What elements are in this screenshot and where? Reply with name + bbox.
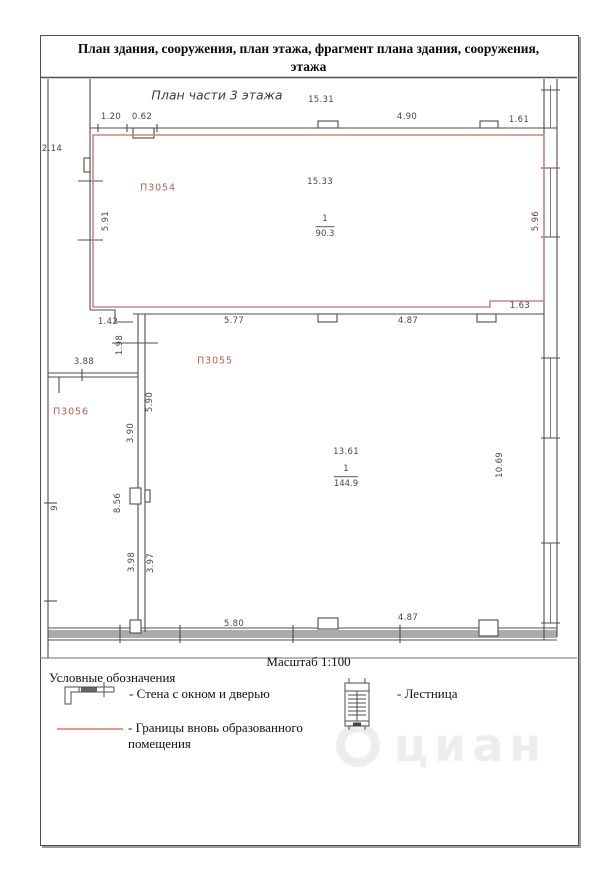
dim-top-062: 0.62 xyxy=(131,111,153,122)
room-area: 144.9 xyxy=(333,479,359,490)
watermark-text: циан xyxy=(394,718,548,772)
dim-bottom-580: 5.80 xyxy=(223,618,245,629)
dim-mid-142: 1.42 xyxy=(97,316,119,327)
cian-logo-icon xyxy=(336,723,380,767)
watermark xyxy=(336,718,548,772)
dim-v-856: 8.56 xyxy=(112,492,123,514)
room-label-p3054: П3054 xyxy=(140,182,176,194)
dim-room1-height-left: 5.91 xyxy=(100,210,111,232)
dim-room1-height-right: 5.96 xyxy=(530,210,541,232)
dim-room1-width: 15.33 xyxy=(307,176,333,187)
dim-top-1531: 15.31 xyxy=(308,94,334,105)
page-title-line2: этажа xyxy=(290,59,327,75)
dim-v-198: 1.98 xyxy=(114,334,125,356)
dim-v-397: 3.97 xyxy=(145,552,156,574)
scale-label: Масштаб 1:100 xyxy=(266,654,351,669)
dim-v-590: 5.90 xyxy=(144,391,155,413)
plan-subtitle: План части 3 этажа xyxy=(151,87,283,103)
dim-room2-width: 13.61 xyxy=(333,446,359,457)
legend-stairs-item: - Лестница xyxy=(397,686,458,701)
room-label-p3055: П3055 xyxy=(197,355,233,367)
area-fraction-p3055 xyxy=(334,463,358,491)
dim-left-214: 2.14 xyxy=(41,143,63,154)
dim-top-161: 1.61 xyxy=(508,114,530,125)
dim-bottom-487: 4.87 xyxy=(397,612,419,623)
dim-top-120: 1.20 xyxy=(100,111,122,122)
room-number: 1 xyxy=(334,463,358,477)
dim-mid-487: 4.87 xyxy=(397,315,419,326)
dim-room2-height-right: 10.69 xyxy=(494,452,505,478)
area-fraction-p3054 xyxy=(316,213,335,241)
dim-top-490: 4.90 xyxy=(396,111,418,122)
legend-heading: Условные обозначения xyxy=(49,670,176,685)
dim-v-390: 3.90 xyxy=(125,422,136,444)
legend-red-boundary-item: - Границы вновь образованного помещения xyxy=(128,720,303,752)
room-number: 1 xyxy=(316,213,335,227)
legend-wall-item: - Стена с окном и дверью xyxy=(129,686,270,701)
page-title-line1: План здания, сооружения, план этажа, фрагмент плана здания, сооружения, xyxy=(77,41,540,56)
dim-h-388: 3.88 xyxy=(73,356,95,367)
dim-left-9: 9 xyxy=(49,505,60,511)
dim-mid-577: 5.77 xyxy=(223,315,245,326)
dim-mid-163: 1.63 xyxy=(509,300,531,311)
dim-v-398: 3.98 xyxy=(126,551,137,573)
room-label-p3056: П3056 xyxy=(53,406,89,418)
room-area: 90.3 xyxy=(315,229,335,240)
page-title xyxy=(40,40,577,76)
